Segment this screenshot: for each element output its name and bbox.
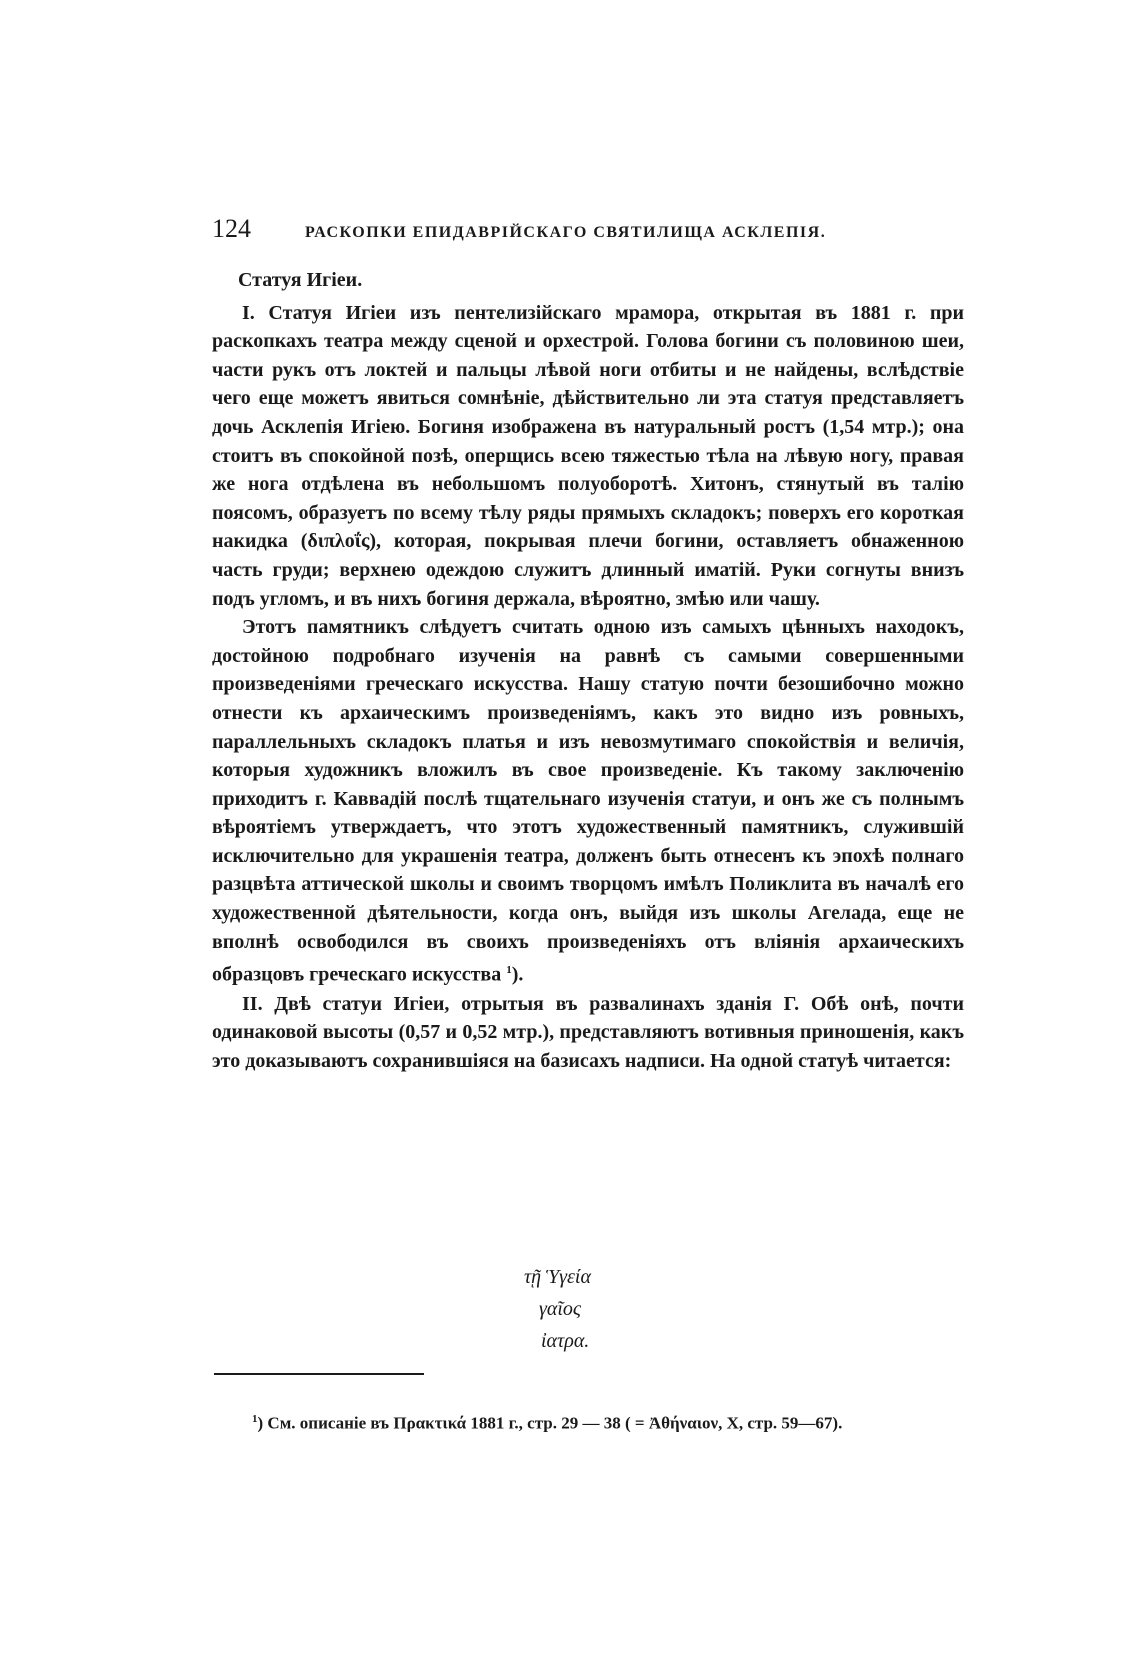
footnote-mark: 1 [252, 1413, 258, 1425]
inscription-line: γαῖος [539, 1298, 582, 1320]
inscription-line: ἰατρα. [541, 1330, 590, 1352]
page-number: 124 [212, 214, 251, 243]
main-text [212, 266, 964, 1075]
footnote [212, 1404, 964, 1439]
paragraph-2-text: Этотъ памятникъ слѣдуетъ считать одною изъ самыхъ цѣнныхъ находокъ, достойною подробнаго изученія на равнѣ съ самыми совершенными произведеніями греческаго искусства. Нашу статую почти безошибочно можно отнести къ архаическимъ произведеніямъ, какъ это видно изъ ровныхъ, параллельныхъ складокъ платья и изъ невозмутимаго спокойствія и величія, которыя художникъ вложилъ въ свое произведеніе. Къ такому заключенію приходитъ г. Каввадій послѣ тщательнаго изученія статуи, и онъ же съ полнымъ вѣроятіемъ утверждаетъ, что этотъ художественный памятникъ, служившій исключительно для украшенія театра, долженъ быть отнесенъ къ эпохѣ полнаго разцвѣта аттической школы и своимъ творцомъ имѣлъ Поликлита въ началѣ его художественной дѣятельности, когда онъ, выйдя изъ школы Агелада, еще не вполнѣ освободился въ своихъ произведеніяхъ отъ вліянія архаическихъ образцовъ греческаго искусства [212, 616, 964, 986]
section-title: Статуя Игіеи. [238, 269, 363, 291]
greek-inscription [524, 1262, 591, 1358]
footnote-divider [214, 1373, 424, 1375]
footnote-ref: 1 [506, 964, 512, 977]
paragraph-2 [212, 613, 964, 989]
paragraph-2-tail: ). [511, 963, 524, 986]
paragraph-3: II. Двѣ статуи Игіеи, отрытыя въ развалинахъ зданія Г. Обѣ онѣ, почти одинаковой высоты (0,57 и 0,52 мтр.), представляютъ вотивныя приношенія, какъ это доказываютъ сохранившіяся на базисахъ надписи. На одной статуѣ читается: [212, 992, 964, 1072]
paragraph-1: I. Статуя Игіеи изъ пентелизійскаго мрамора, открытая въ 1881 г. при раскопкахъ театра между сценой и орхестрой. Голова богини съ половиною шеи, части рукъ отъ локтей и пальцы лѣвой ноги отбиты и не найдены, вслѣдствіе чего еще можетъ явиться сомнѣніе, дѣйствительно ли эта статуя представляетъ дочь Асклепія Игіею. Богиня изображена въ натуральный ростъ (1,54 мтр.); она стоитъ въ спокойной позѣ, оперщись всею тяжестью тѣла на лѣвую ногу, правая же нога отдѣлена въ небольшомъ полуоборотѣ. Хитонъ, стянутый въ талію поясомъ, образуетъ по всему тѣлу ряды прямыхъ складокъ; поверхъ его короткая накидка (διπλοΐς), которая, покрывая плечи богини, оставляетъ обнаженною часть груди; верхнею одеждою служитъ длинный иматій. Руки согнуты внизъ подъ угломъ, и въ нихъ богиня держала, вѣроятно, змѣю или чашу. [212, 301, 964, 610]
page-header [212, 214, 972, 244]
running-title: РАСКОПКИ ЕПИДАВРІЙСКАГО СВЯТИЛИЩА АСКЛЕПІЯ. [305, 224, 827, 241]
footnote-text: ) См. описаніе въ Πρακτικά 1881 г., стр. 29 — 38 ( = Ἀθήναιον, X, стр. 59—67). [257, 1413, 843, 1433]
inscription-line: τῇ Ὑγεία [524, 1266, 591, 1288]
